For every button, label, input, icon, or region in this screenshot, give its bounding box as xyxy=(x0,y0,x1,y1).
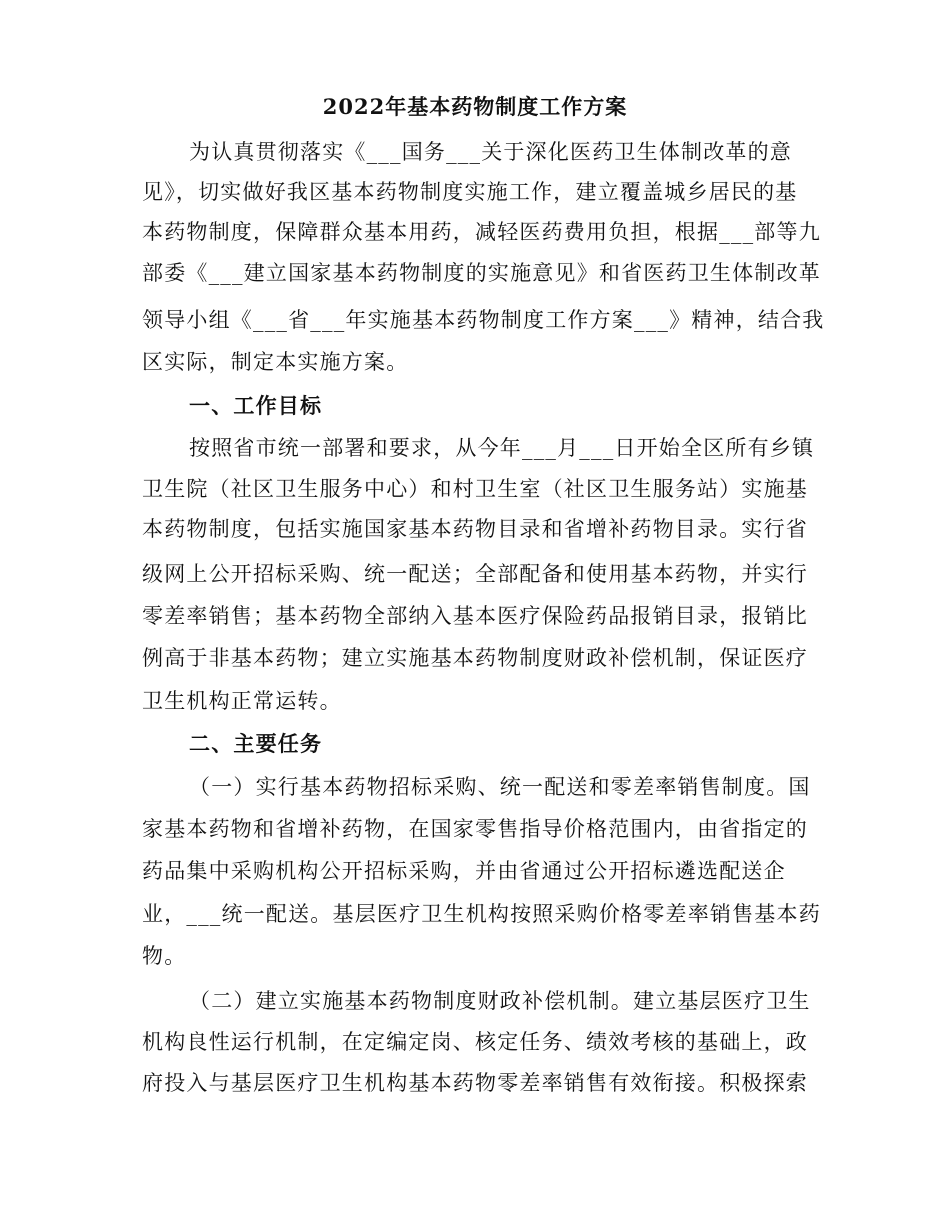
paragraph-line: 领导小组《___省___年实施基本药物制度工作方案___》精神，结合我 xyxy=(142,308,825,332)
paragraph-line: 级网上公开招标采购、统一配送；全部配备和使用基本药物，并实行 xyxy=(142,562,808,586)
paragraph-line: 物。 xyxy=(142,944,187,968)
paragraph-line: 部委《___建立国家基本药物制度的实施意见》和省医药卫生体制改革 xyxy=(142,261,821,285)
paragraph-line: 零差率销售；基本药物全部纳入基本医疗保险药品报销目录，报销比 xyxy=(142,604,808,628)
paragraph-line: 机构良性运行机制，在定编定岗、核定任务、绩效考核的基础上，政 xyxy=(142,1030,808,1054)
paragraph-line: 府投入与基层医疗卫生机构基本药物零差率销售有效衔接。积极探索 xyxy=(142,1071,808,1095)
paragraph-line: 本药物制度，保障群众基本用药，减轻医药费用负担，根据___部等九 xyxy=(142,220,821,244)
paragraph-line: 见》，切实做好我区基本药物制度实施工作，建立覆盖城乡居民的基 xyxy=(142,180,798,204)
section-heading: 二、主要任务 xyxy=(189,731,323,756)
paragraph-line: 本药物制度，包括实施国家基本药物目录和省增补药物目录。实行省 xyxy=(142,517,808,541)
paragraph-line: 药品集中采购机构公开招标采购，并由省通过公开招标遴选配送企 xyxy=(142,859,786,883)
paragraph-line: 家基本药物和省增补药物，在国家零售指导价格范围内，由省指定的 xyxy=(142,817,808,841)
document-title: 2022年基本药物制度工作方案 xyxy=(322,94,628,119)
paragraph-line: 例高于非基本药物；建立实施基本药物制度财政补偿机制，保证医疗 xyxy=(142,646,808,670)
paragraph-line: 为认真贯彻落实《___国务___关于深化医药卫生体制改革的意 xyxy=(189,140,792,164)
paragraph-line: 按照省市统一部署和要求，从今年___月___日开始全区所有乡镇 xyxy=(189,436,815,460)
paragraph-line: （二）建立实施基本药物制度财政补偿机制。建立基层医疗卫生 xyxy=(189,989,811,1013)
paragraph-line: 卫生院（社区卫生服务中心）和村卫生室（社区卫生服务站）实施基 xyxy=(142,477,808,501)
paragraph-line: （一）实行基本药物招标采购、统一配送和零差率销售制度。国 xyxy=(189,775,811,799)
section-heading: 一、工作目标 xyxy=(189,393,323,418)
paragraph-line: 区实际，制定本实施方案。 xyxy=(142,350,409,374)
paragraph-line: 卫生机构正常运转。 xyxy=(142,689,342,713)
paragraph-line: 业，___统一配送。基层医疗卫生机构按照采购价格零差率销售基本药 xyxy=(142,902,821,926)
